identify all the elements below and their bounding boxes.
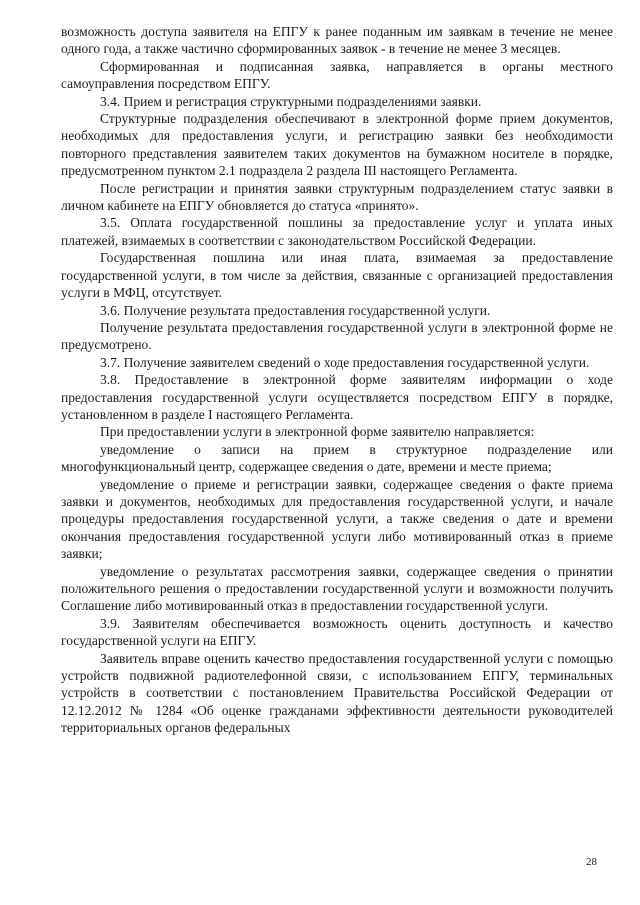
page-number: 28 — [586, 856, 597, 868]
paragraph: Государственная пошлина или иная плата, взимаемая за предоставление государственной услуги, в том числе за действия, связанные с организацией предоставления услуги в МФЦ, отсутствует. — [61, 250, 613, 301]
section-heading-3-7: 3.7. Получение заявителем сведений о ходе предоставления государственной услуги. — [100, 354, 590, 370]
list-item: уведомление о результатах рассмотрения заявки, содержащее сведения о принятии положительного решения о предоставлении государственной услуги и возможности получить Соглашение либо мотивированный отказ в предоставлении государственной услуги. — [61, 563, 613, 614]
paragraph-continuation: возможность доступа заявителя на ЕПГУ к ранее поданным им заявкам в течение не менее одного года, а также частично сформированных заявок - в течение не менее 3 месяцев. — [61, 24, 613, 57]
document-body — [61, 23, 613, 737]
section-heading-3-6: 3.6. Получение результата предоставления государственной услуги. — [100, 302, 491, 318]
list-item: уведомление о приеме и регистрации заявки, содержащее сведения о факте приема заявки и документов, необходимых для предоставления государственной услуги, и начале процедуры предоставления государственной услуги, а также сведения о дате и времени окончания предоставления государственной услуги либо мотивированный отказ в приеме заявки; — [61, 476, 613, 562]
section-heading-3-4: 3.4. Прием и регистрация структурными подразделениями заявки. — [100, 93, 482, 109]
paragraph: Сформированная и подписанная заявка, направляется в органы местного самоуправления посредством ЕПГУ. — [61, 58, 613, 92]
paragraph: При предоставлении услуги в электронной форме заявителю направляется: — [100, 424, 535, 440]
section-heading-3-5: 3.5. Оплата государственной пошлины за предоставление услуг и уплата иных платежей, взимаемых в соответствии с законодательством Российской Федерации. — [61, 215, 613, 248]
paragraph: Структурные подразделения обеспечивают в электронной форме прием документов, необходимых для предоставления услуги, и регистрацию заявки без необходимости повторного представления заявителем таких документов на бумажном носителе в порядке, предусмотренном пунктом 2.1 подраздела 2 раздела III настоящего Регламента. — [61, 111, 613, 179]
paragraph: После регистрации и принятия заявки структурным подразделением статус заявки в личном кабинете на ЕПГУ обновляется до статуса «принято». — [61, 180, 613, 214]
list-item: уведомление о записи на прием в структурное подразделение или многофункциональный центр, содержащее сведения о дате, времени и месте приема; — [61, 441, 613, 475]
paragraph: Заявитель вправе оценить качество предоставления государственной услуги с помощью устройств подвижной радиотелефонной связи, с использованием ЕПГУ, терминальных устройств в соответствии с постановлением Правительства Российской Федерации от 12.12.2012 № 1284 «Об оценке гражданами эффективности деятельности руководителей территориальных органов федеральных — [61, 650, 613, 736]
section-heading-3-8: 3.8. Предоставление в электронной форме заявителям информации о ходе предоставления государственной услуги осуществляется посредством ЕПГУ в порядке, установленном в разделе I настоящего Регламента. — [61, 372, 613, 422]
paragraph: Получение результата предоставления государственной услуги в электронной форме не предусмотрено. — [61, 319, 613, 353]
section-heading-3-9: 3.9. Заявителям обеспечивается возможность оценить доступность и качество государственной услуги на ЕПГУ. — [61, 615, 613, 649]
